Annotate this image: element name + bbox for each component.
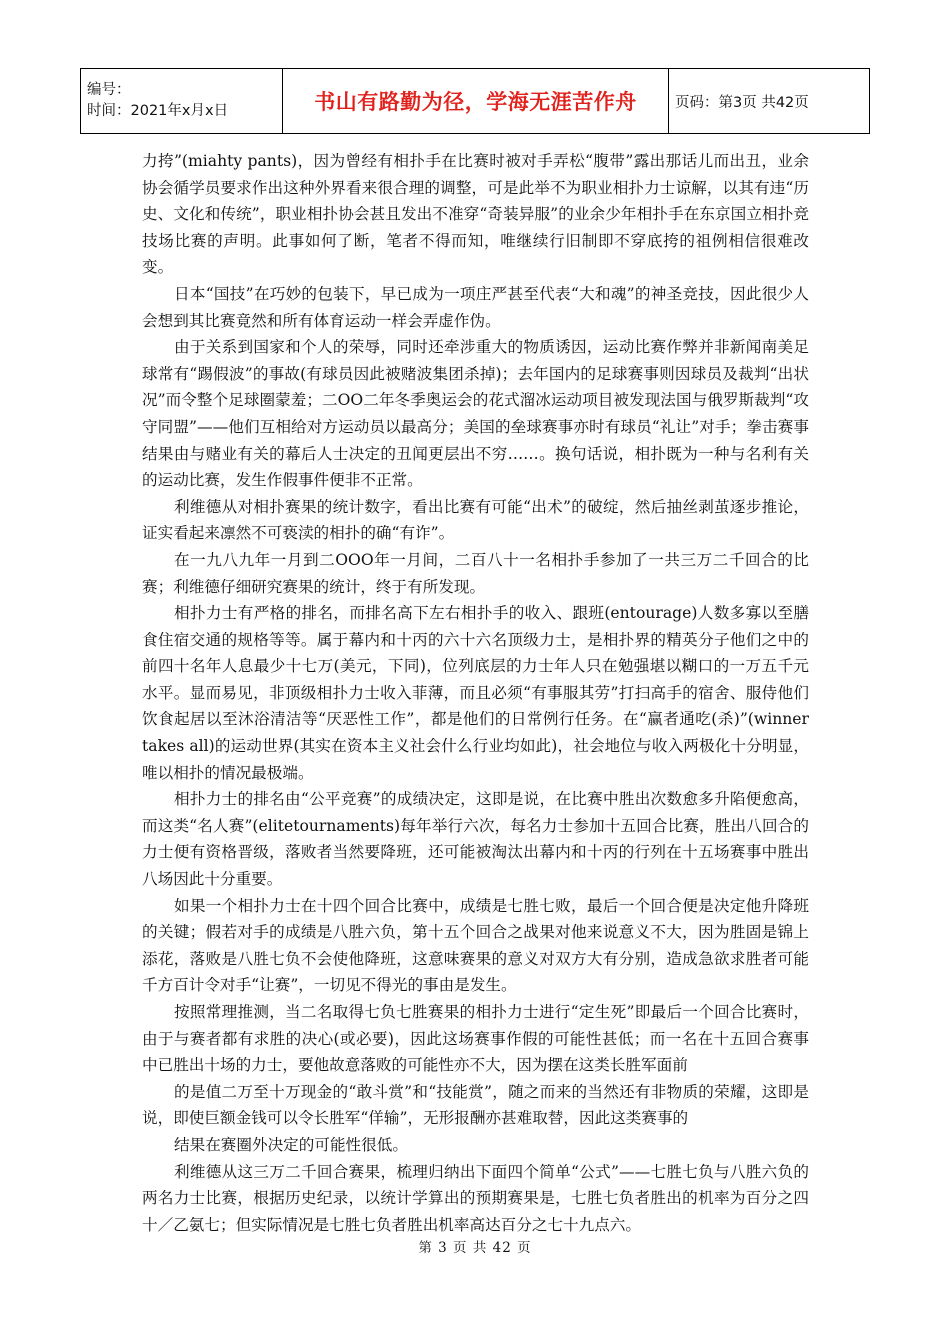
document-body — [142, 148, 809, 1238]
header-left-cell — [81, 69, 283, 134]
page-header — [80, 68, 870, 134]
paragraph: 相扑力士有严格的排名，而排名高下左右相扑手的收入、跟班(entourage)人数多寡以至膳食住宿交通的规格等等。属于幕内和十丙的六十六名顶级力士，是相扑界的精英分子他们之中的前四十名年人息最少十七万(美元，下同)，位列底层的力士年人只在勉强堪以糊口的一万五千元水平。显而易见，非顶级相扑力士收入菲薄，而且必须“有事服其劳”打扫高手的宿舍、服侍他们饮食起居以至沐浴清洁等“厌恶性工作”，都是他们的日常例行任务。在“赢者通吃(杀)”(winner takes all)的运动世界(其实在资本主义社会什么行业均如此)，社会地位与收入两极化十分明显，唯以相扑的情况最极端。 — [142, 604, 809, 782]
paragraph: 利维德从对相扑赛果的统计数字，看出比赛有可能“出术”的破绽，然后抽丝剥茧逐步推论，证实看起来凛然不可亵渎的相扑的确“有诈”。 — [142, 497, 809, 543]
date-line: 时间：2021年x月x日 — [87, 103, 229, 119]
paragraph: 在一九八九年一月到二OOO年一月间，二百八十一名相扑手参加了一共三万二千回合的比赛；利维德仔细研究赛果的统计，终于有所发现。 — [142, 550, 809, 596]
paragraph: 的是值二万至十万现金的“敢斗赏”和“技能赏”，随之而来的当然还有非物质的荣耀，这即是说，即使巨额金钱可以令长胜军“佯输”，无形报酬亦甚难取替，因此这类赛事的 — [142, 1082, 809, 1128]
page-footer: 第 3 页 共 42 页 — [418, 1240, 532, 1256]
paragraph: 力挎”(miahty pants)，因为曾经有相扑手在比赛时被对手弄松“腹带”露出那话儿而出丑，业余协会循学员要求作出这种外界看来很合理的调整，可是此举不为职业相扑力士谅解，以其有违“历史、文化和传统”，职业相扑协会甚且发出不准穿“奇装异服”的业余少年相扑手在东京国立相扑竞技场比赛的声明。此事如何了断，笔者不得而知，唯继续行旧制即不穿底挎的祖例相信很难改变。 — [142, 152, 809, 277]
paragraph: 结果在赛圈外决定的可能性很低。 — [174, 1135, 408, 1154]
paragraph: 相扑力士的排名由“公平竞赛”的成绩决定，这即是说，在比赛中胜出次数愈多升陷便愈高，而这类“名人赛”(elitetournaments)每年举行六次，每名力士参加十五回合比赛，胜出八回合的力士便有资格晋级，落败者当然要降班，还可能被淘汰出幕内和十丙的行列在十五场赛事中胜出八场因此十分重要。 — [142, 790, 809, 889]
paragraph: 日本“国技”在巧妙的包装下，早已成为一项庄严甚至代表“大和魂”的神圣竞技，因此很少人会想到其比赛竟然和所有体育运动一样会弄虚作伪。 — [142, 284, 809, 330]
header-motto: 书山有路勤为径，学海无涯苦作舟 — [283, 69, 669, 134]
paragraph: 按照常理推测，当二名取得七负七胜赛果的相扑力士进行“定生死”即最后一个回合比赛时，由于与赛者都有求胜的决心(或必要)，因此这场赛事作假的可能性甚低；而一名在十五回合赛事中已胜出十场的力士，要他故意落败的可能性亦不大，因为摆在这类长胜军面前 — [142, 1003, 809, 1075]
number-label: 编号： — [87, 82, 131, 98]
paragraph: 利维德从这三万二千回合赛果，梳理归纳出下面四个简单“公式”——七胜七负与八胜六负的两名力士比赛，根据历史纪录，以统计学算出的预期赛果是，七胜七负者胜出的机率为百分之四十／乙氨七；但实际情况是七胜七负者胜出机率高达百分之七十九点六。 — [142, 1162, 809, 1234]
paragraph: 由于关系到国家和个人的荣辱，同时还牵涉重大的物质诱因，运动比赛作弊并非新闻南美足球常有“踢假波”的事故(有球员因此被赌波集团杀掉)；去年国内的足球赛事则因球员及裁判“出状况”而令整个足球圈蒙羞；二OO二年冬季奥运会的花式溜冰运动项目被发现法国与俄罗斯裁判“攻守同盟”——他们互相给对方运动员以最高分；美国的垒球赛事亦时有球员“礼让”对手；拳击赛事结果由与赌业有关的幕后人士决定的丑闻更层出不穷……。换句话说，相扑既为一种与名利有关的运动比赛，发生作假事件便非不正常。 — [142, 338, 809, 490]
header-page-info: 页码：第3页 共42页 — [669, 69, 870, 134]
paragraph: 如果一个相扑力士在十四个回合比赛中，成绩是七胜七败，最后一个回合便是决定他升降班的关键；假若对手的成绩是八胜六负，第十五个回合之战果对他来说意义不大，因为胜固是锦上添花，落败是八胜七负不会使他降班，这意味赛果的意义对双方大有分别，造成急欲求胜者可能千方百计令对手“让赛”，一切见不得光的事由是发生。 — [142, 896, 809, 995]
